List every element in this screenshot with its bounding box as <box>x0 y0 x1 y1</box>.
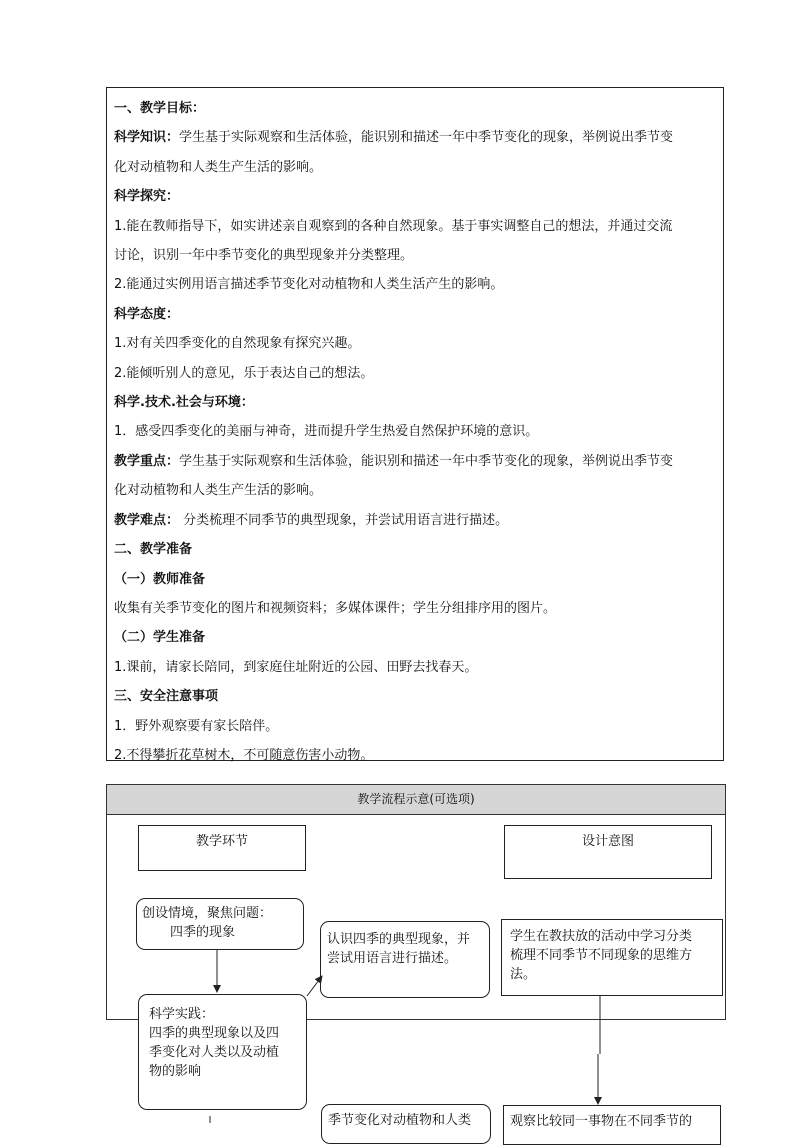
attitude-item: 1.对有关四季变化的自然现象有探究兴趣。 <box>114 336 361 352</box>
flow-intent-line: 认识四季的典型现象，并 <box>327 932 471 947</box>
knowledge-text-cont: 化对动植物和人类生产生活的影响。 <box>114 159 323 175</box>
section-heading: 三、安全注意事项 <box>114 689 219 705</box>
attitude-item: 2.能倾听别人的意见，乐于表达自己的想法。 <box>114 365 374 381</box>
teacher-prep-text: 收集有关季节变化的图片和视频资料；多媒体课件；学生分组排序用的图片。 <box>114 600 557 616</box>
safety-item: 1．野外观察要有家长陪伴。 <box>114 718 279 734</box>
design-intent-line: 梳理不同季节不同现象的思维方 <box>510 948 693 963</box>
student-prep-text: 1.课前，请家长陪同，到家庭住址附近的公园、田野去找春天。 <box>114 659 478 675</box>
flow-intent-box-bottom <box>321 1104 491 1144</box>
inquiry-item: 1.能在教师指导下，如实讲述亲自观察到的各种自然现象。基于事实调整自己的想法，并通过交流 <box>114 218 673 234</box>
flow-step-practice <box>138 994 307 1110</box>
flow-step-practice-line: 物的影响 <box>149 1064 202 1079</box>
design-intent-box-bottom <box>503 1105 721 1145</box>
key-point-label: 教学重点： <box>114 453 180 469</box>
key-point-line <box>114 447 717 476</box>
column-header-steps: 教学环节 <box>138 825 306 871</box>
knowledge-line <box>114 123 717 152</box>
teacher-prep-label: （一）教师准备 <box>114 571 206 587</box>
difficulty-text: 分类梳理不同季节的典型现象，并尝试用语言进行描述。 <box>179 512 509 528</box>
inquiry-label: 科学探究： <box>114 189 180 205</box>
flow-step-practice-title: 科学实践： <box>149 1007 215 1022</box>
flow-step-practice-line: 季变化对人类以及动植 <box>149 1045 280 1060</box>
flow-step-situation-topic: 四季的现象 <box>170 925 236 940</box>
flow-step-situation-title: 创设情境，聚焦问题： <box>142 906 273 921</box>
student-prep-label: （二）学生准备 <box>114 630 206 646</box>
objectives-table <box>106 87 724 761</box>
sts-item: 1．感受四季变化的美丽与神奇，进而提升学生热爱自然保护环境的意识。 <box>114 424 539 440</box>
safety-item: 2.不得攀折花草树木，不可随意伤害小动物。 <box>114 747 374 763</box>
key-point-text: 学生基于实际观察和生活体验，能识别和描述一年中季节变化的现象，举例说出季节变 <box>179 453 674 469</box>
flow-step-practice-line: 四季的典型现象以及四 <box>149 1026 280 1041</box>
design-intent-line: 学生在教扶放的活动中学习分类 <box>510 929 693 944</box>
flow-step-situation <box>136 898 304 950</box>
key-point-text-cont: 化对动植物和人类生产生活的影响。 <box>114 483 323 499</box>
flow-intent-line: 季节变化对动植物和人类 <box>328 1113 472 1128</box>
sts-label: 科学.技术.社会与环境： <box>114 395 254 411</box>
flow-intent-box <box>320 921 490 998</box>
attitude-label: 科学态度： <box>114 306 180 322</box>
section-heading: 二、教学准备 <box>114 542 193 558</box>
inquiry-item: 2.能通过实例用语言描述季节变化对动植物和人类生活产生的影响。 <box>114 277 504 293</box>
flow-intent-line: 尝试用语言进行描述。 <box>327 951 458 966</box>
design-intent-line: 法。 <box>510 967 537 982</box>
knowledge-text: 学生基于实际观察和生活体验，能识别和描述一年中季节变化的现象，举例说出季节变 <box>179 130 674 146</box>
design-intent-line: 观察比较同一事物在不同季节的 <box>510 1114 693 1129</box>
section-heading: 一、教学目标： <box>114 101 206 116</box>
difficulty-label: 教学难点： <box>114 512 180 528</box>
column-header-intent: 设计意图 <box>504 825 712 879</box>
inquiry-item-cont: 讨论，识别一年中季节变化的典型现象并分类整理。 <box>114 248 414 264</box>
flow-chart-header: 教学流程示意(可选项) <box>107 785 725 815</box>
knowledge-label: 科学知识： <box>114 130 180 146</box>
difficulty-line <box>114 506 717 535</box>
design-intent-box <box>501 919 723 996</box>
